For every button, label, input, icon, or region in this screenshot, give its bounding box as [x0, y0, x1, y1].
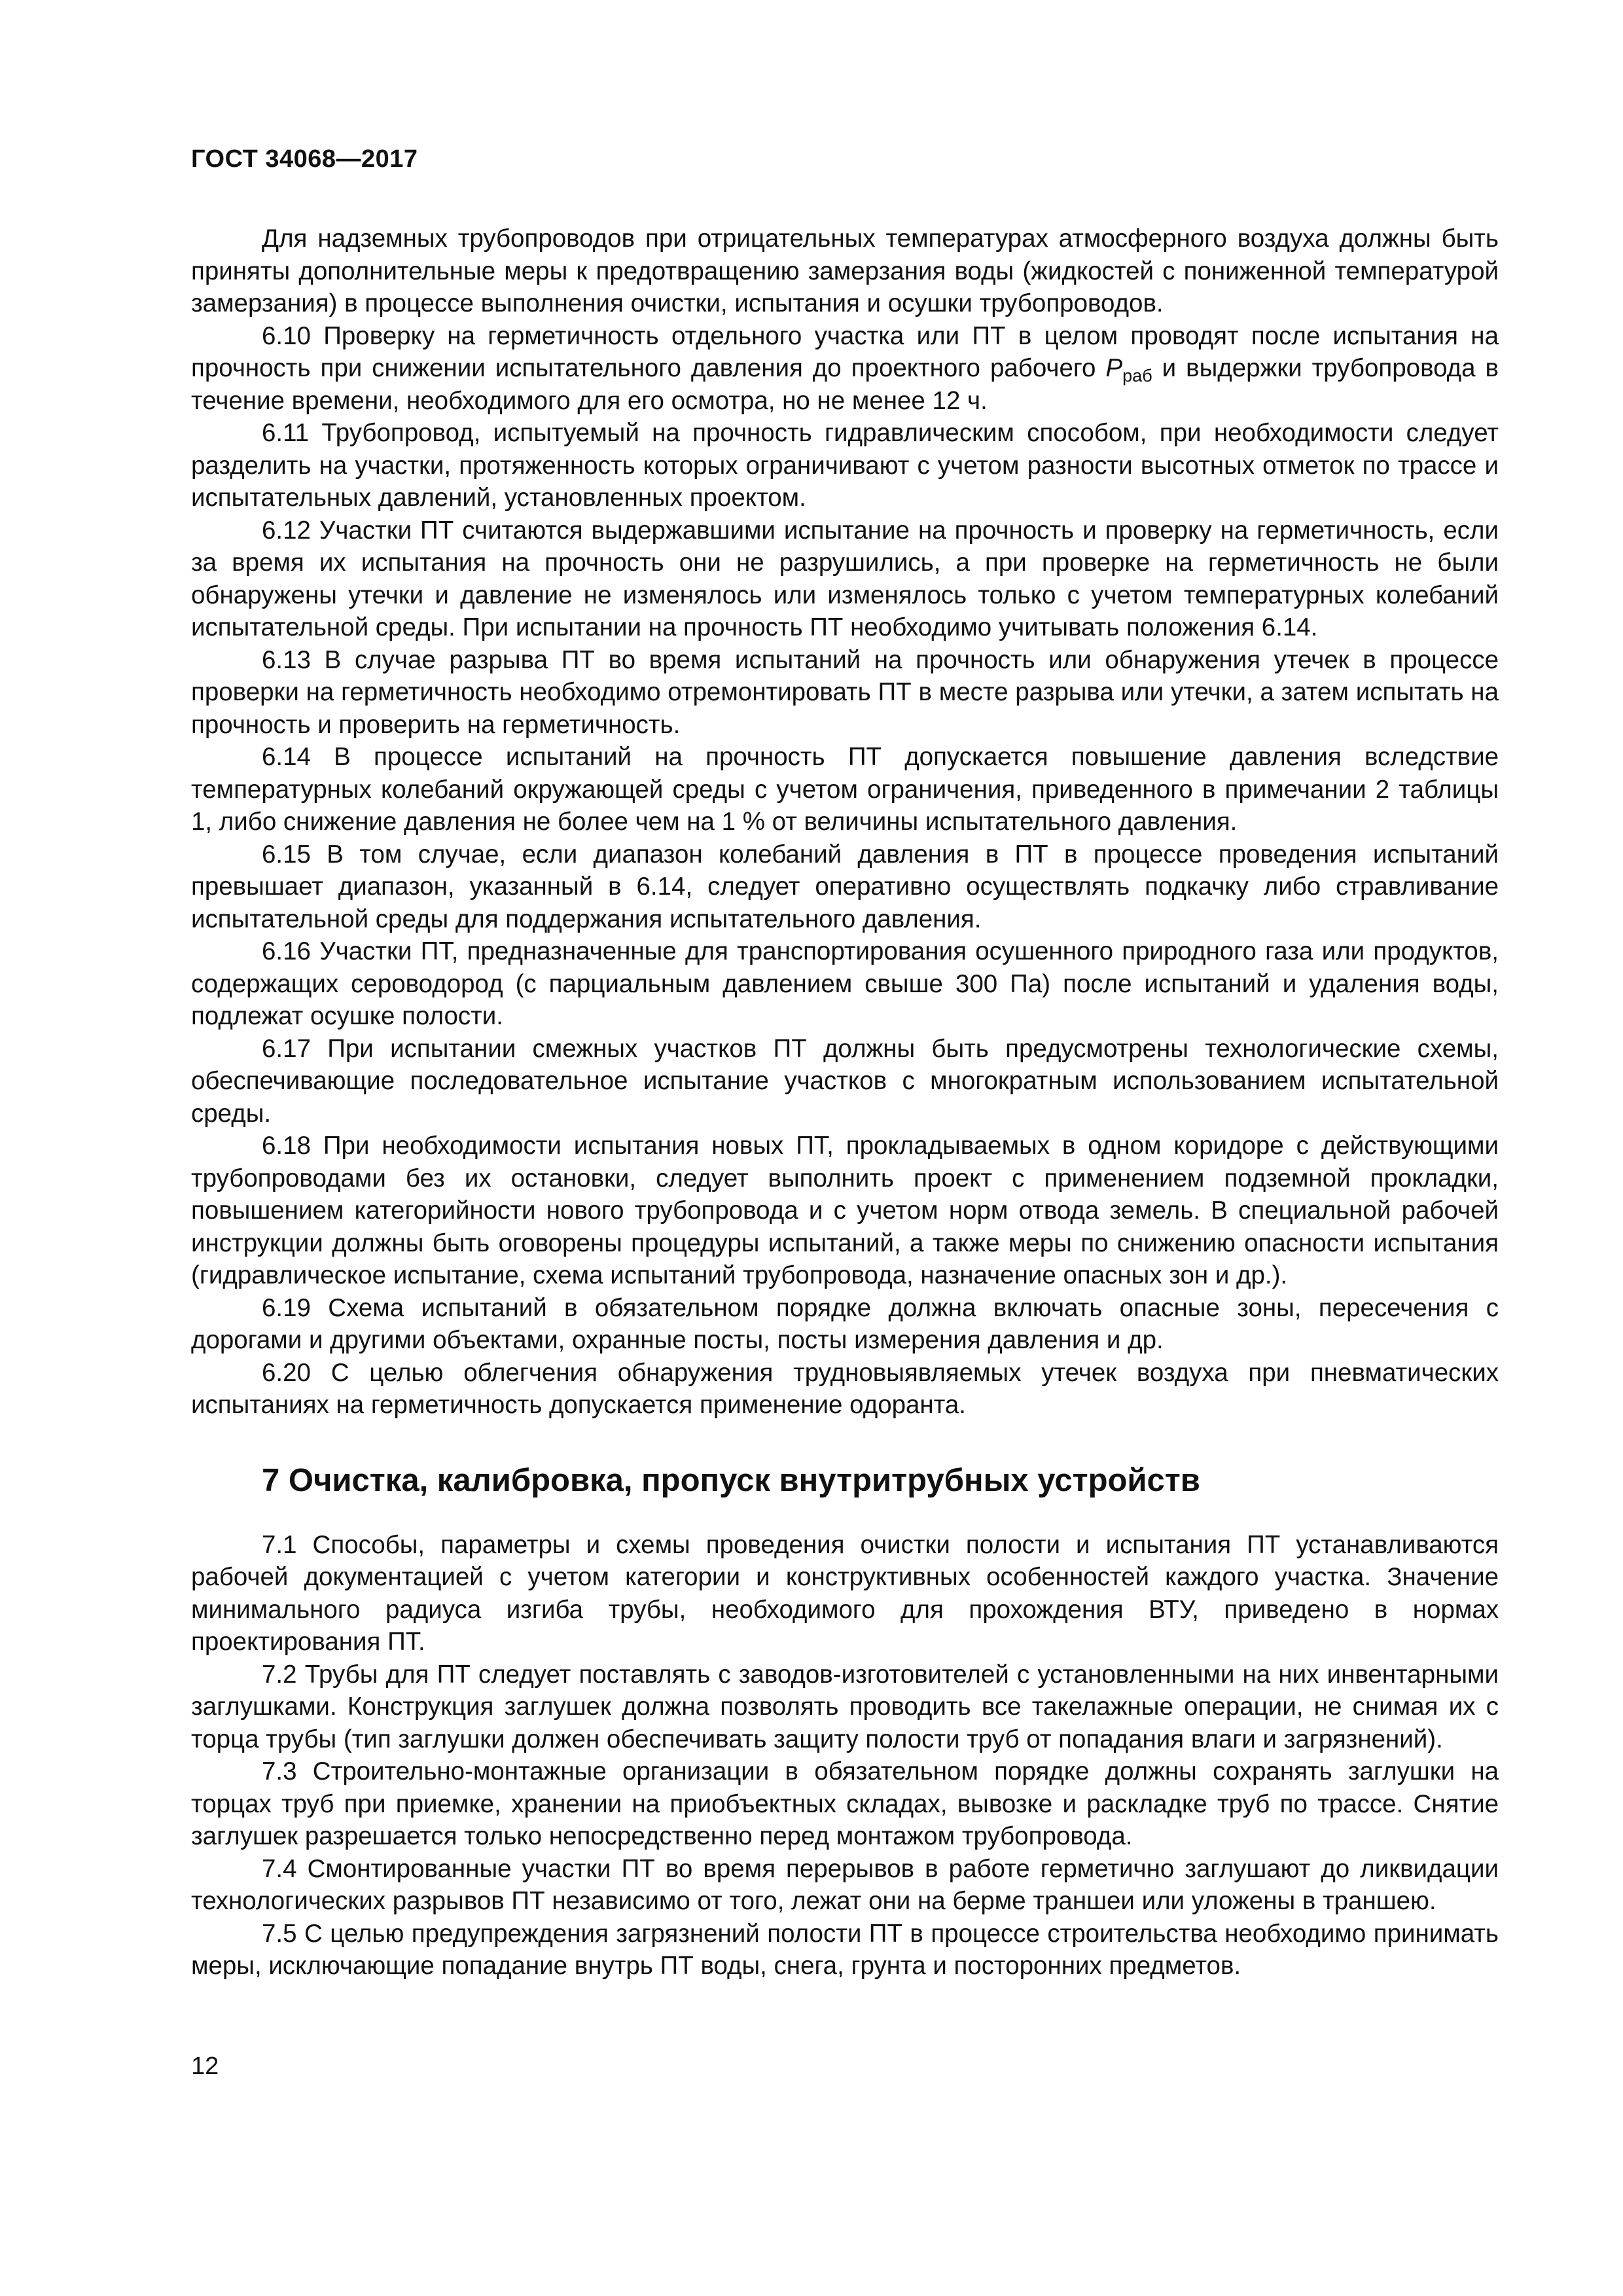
- paragraph-intro: Для надземных трубопроводов при отрицательных температурах атмосферного воздуха должны быть приняты дополнительные меры к предотвращению замерзания воды (жидкостей с пониженной температурой замерзания) в процессе выполнения очистки, испытания и осушки трубопроводов.: [191, 224, 1499, 317]
- paragraph-6-18: 6.18 При необходимости испытания новых ПТ, прокладываемых в одном коридоре с действующими трубопроводами без их остановки, следует выполнить проект с применением подземной прокладки, повышением категорийности нового трубопровода и с учетом норм отвода земель. В специальной рабочей инструкции должны быть оговорены процедуры испытаний, а также меры по снижению опасности испытания (гидравлическое испытание, схема испытаний трубопровода, назначение опасных зон и др.).: [191, 1132, 1499, 1289]
- page-content: [191, 223, 1499, 1982]
- paragraph-6-16: 6.16 Участки ПТ, предназначенные для транспортирования осушенного природного газа или продуктов, содержащих сероводород (с парциальным давлением свыше 300 Па) после испытаний и удаления воды, подлежат осушке полости.: [191, 937, 1499, 1030]
- pressure-symbol: P: [1105, 354, 1123, 382]
- paragraph-7-2: 7.2 Трубы для ПТ следует поставлять с заводов-изготовителей с установленными на них инвентарными заглушками. Конструкция заглушек должна позволять проводить все такелажные операции, не снимая их с торца трубы (тип заглушки должен обеспечивать защиту полости труб от попадания влаги и загрязнений).: [191, 1660, 1499, 1753]
- section-7-title: 7 Очистка, калибровка, пропуск внутритрубных устройств: [262, 1462, 1200, 1498]
- paragraph-7-5: 7.5 С целью предупреждения загрязнений полости ПТ в процессе строительства необходимо принимать меры, исключающие попадание внутрь ПТ воды, снега, грунта и посторонних предметов.: [191, 1919, 1499, 1980]
- paragraph-6-19: 6.19 Схема испытаний в обязательном порядке должна включать опасные зоны, пересечения с дорогами и другими объектами, охранные посты, посты измерения давления и др.: [191, 1293, 1499, 1354]
- paragraph-6-10-before: 6.10 Проверку на герметичность отдельного участка или ПТ в целом проводят после испытания на прочность при снижении испытательного давления до проектного рабочего: [191, 321, 1499, 382]
- paragraph-6-12: 6.12 Участки ПТ считаются выдержавшими испытание на прочность и проверку на герметичность, если за время их испытания на прочность они не разрушились, а при проверке на герметичность не были обнаружены утечки и давление не изменялось или изменялось только с учетом температурных колебаний испытательной среды. При испытании на прочность ПТ необходимо учитывать положения 6.14.: [191, 516, 1499, 641]
- page-number: 12: [191, 2053, 219, 2080]
- pressure-subscript: раб: [1122, 366, 1152, 386]
- paragraph-6-20: 6.20 С целью облегчения обнаружения трудновыявляемых утечек воздуха при пневматических испытаниях на герметичность допускается применение одоранта.: [191, 1358, 1499, 1419]
- paragraph-6-11: 6.11 Трубопровод, испытуемый на прочность гидравлическим способом, при необходимости следует разделить на участки, протяженность которых ограничивают с учетом разности высотных отметок по трассе и испытательных давлений, установленных проектом.: [191, 419, 1499, 512]
- paragraph-7-1: 7.1 Способы, параметры и схемы проведения очистки полости и испытания ПТ устанавливаются рабочей документацией с учетом категории и конструктивных особенностей каждого участка. Значение минимального радиуса изгиба трубы, необходимого для прохождения ВТУ, приведено в нормах проектирования ПТ.: [191, 1530, 1499, 1656]
- paragraph-6-10: [191, 320, 1499, 418]
- paragraph-7-3: 7.3 Строительно-монтажные организации в обязательном порядке должны сохранять заглушки на торцах труб при приемке, хранении на приобъектных складах, вывозке и раскладке труб по трассе. Снятие заглушек разрешается только непосредственно перед монтажом трубопровода.: [191, 1757, 1499, 1850]
- paragraph-6-13: 6.13 В случае разрыва ПТ во время испытаний на прочность или обнаружения утечек в процессе проверки на герметичность необходимо отремонтировать ПТ в месте разрыва или утечки, а затем испытать на прочность и проверить на герметичность.: [191, 645, 1499, 739]
- paragraph-6-17: 6.17 При испытании смежных участков ПТ должны быть предусмотрены технологические схемы, обеспечивающие последовательное испытание участков с многократным использованием испытательной среды.: [191, 1034, 1499, 1128]
- document-header: ГОСТ 34068—2017: [191, 145, 418, 173]
- paragraph-6-10-after: и выдержки трубопровода в течение времени, необходимого для его осмотра, но не менее 12 ч.: [191, 354, 1499, 415]
- paragraph-7-4: 7.4 Смонтированные участки ПТ во время перерывов в работе герметично заглушают до ликвидации технологических разрывов ПТ независимо от того, лежат они на берме траншеи или уложены в траншею.: [191, 1854, 1499, 1915]
- paragraph-6-15: 6.15 В том случае, если диапазон колебаний давления в ПТ в процессе проведения испытаний превышает диапазон, указанный в 6.14, следует оперативно осуществлять подкачку либо стравливание испытательной среды для поддержания испытательного давления.: [191, 840, 1499, 933]
- paragraph-6-14: 6.14 В процессе испытаний на прочность ПТ допускается повышение давления вследствие температурных колебаний окружающей среды с учетом ограничения, приведенного в примечании 2 таблицы 1, либо снижение давления не более чем на 1 % от величины испытательного давления.: [191, 743, 1499, 836]
